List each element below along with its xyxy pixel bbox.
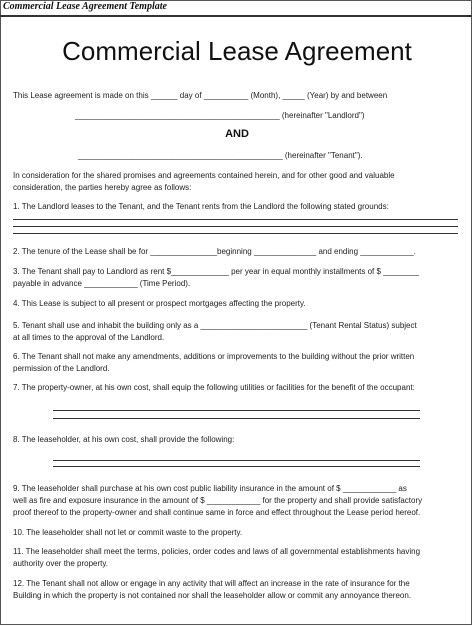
- clause-1-blank-2: [13, 226, 458, 227]
- header-rule: [0, 15, 472, 17]
- clause-5-line-1: 5. Tenant shall use and inhabit the building only as a ________________________ (Tenant Rental Status) subject: [13, 321, 417, 330]
- clause-9-line-2: well as fire and exposure insurance in the amount of $ ____________ for the property and shall provide satisfactory: [13, 496, 423, 505]
- consideration-text-1: In consideration for the shared promises and agreements contained herein, and for other good and valuable: [13, 171, 395, 180]
- clause-7-blank-1: [53, 410, 420, 411]
- clause-1-blank-3: [13, 233, 458, 234]
- clause-9-line-1: 9. The leaseholder shall purchase at his own cost public liability insurance in the amount of $ ____________ as: [13, 484, 407, 493]
- and-separator: AND: [225, 128, 249, 140]
- clause-5-line-2: at all times to the approval of the Landlord.: [13, 333, 165, 342]
- clause-8-blank-1: [53, 460, 420, 461]
- clause-7: 7. The property-owner, at his own cost, shall equip the following utilities or facilities for the benefit of the occupant:: [13, 383, 415, 392]
- template-label: Commercial Lease Agreement Template: [3, 1, 167, 12]
- clause-12-line-2: Building in which the property is not contained nor shall the leaseholder allow or commit any annoyance thereon.: [13, 591, 412, 600]
- clause-2: 2. The tenure of the Lease shall be for _______________beginning ______________ and ending ____________.: [13, 247, 416, 256]
- clause-9-line-3: proof thereof to the property-owner and shall continue same in force and effect throughout the Lease period hereof.: [13, 508, 421, 517]
- clause-10: 10. The leaseholder shall not let or commit waste to the property.: [13, 528, 243, 537]
- intro-text: This Lease agreement is made on this ______ day of __________ (Month), _____ (Year) by and between: [13, 91, 388, 100]
- landlord-line: ______________________________________________ (hereinafter "Landlord"): [75, 111, 365, 120]
- clause-1-blank-1: [13, 219, 458, 220]
- clause-6-line-2: permission of the Landlord.: [13, 364, 110, 373]
- clause-11-line-2: authority over the property.: [13, 559, 109, 568]
- clause-3-line-2: payable in advance ____________ (Time Period).: [13, 279, 191, 288]
- clause-7-blank-2: [53, 418, 420, 419]
- clause-4: 4. This Lease is subject to all present or prospect mortgages affecting the property.: [13, 299, 306, 308]
- clause-8: 8. The leaseholder, at his own cost, shall provide the following:: [13, 435, 235, 444]
- tenant-line: ______________________________________________ (hereinafter "Tenant").: [78, 151, 363, 160]
- clause-3-line-1: 3. The Tenant shall pay to Landlord as rent $_____________ per year in equal monthly installments of $ ________: [13, 267, 419, 276]
- clause-6-line-1: 6. The Tenant shall not make any amendments, additions or improvements to the building without the prior written: [13, 352, 415, 361]
- document-title: Commercial Lease Agreement: [62, 36, 412, 66]
- clause-12-line-1: 12. The Tenant shall not allow or engage in any activity that will affect an increase in the rate of insurance for the: [13, 579, 410, 588]
- clause-1: 1. The Landlord leases to the Tenant, and the Tenant rents from the Landlord the following stated grounds:: [13, 202, 389, 211]
- consideration-text-2: consideration, the parties hereby agree as follows:: [13, 183, 192, 192]
- clause-11-line-1: 11. The leaseholder shall meet the terms, policies, order codes and laws of all governmental establishments having: [13, 547, 421, 556]
- clause-8-blank-2: [53, 466, 420, 467]
